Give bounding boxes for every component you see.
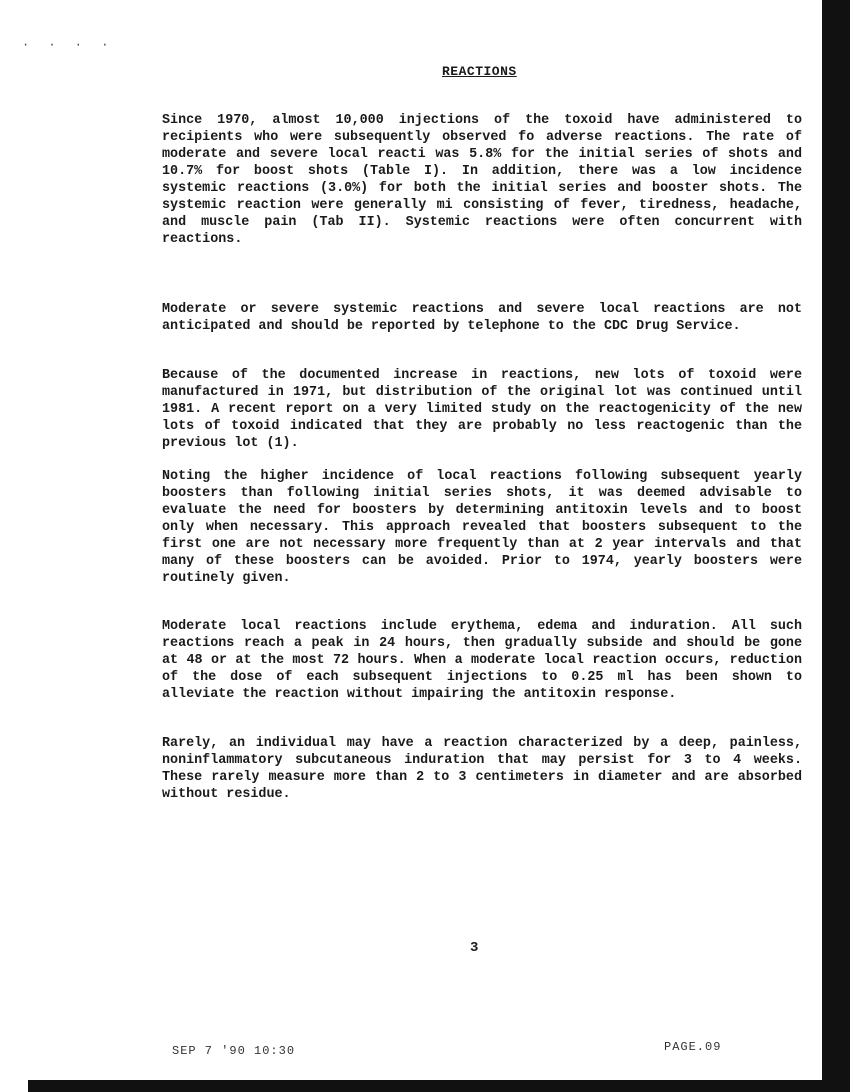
scan-edge-bottom [28, 1080, 850, 1092]
fax-timestamp: SEP 7 '90 10:30 [172, 1044, 296, 1058]
fax-page-label: PAGE.09 [664, 1040, 722, 1054]
page-number: 3 [470, 940, 479, 956]
paragraph-5: Moderate local reactions include erythema, edema and induration. All such reactions reach a peak in 24 hours, then gradually subside and should be gone at 48 or at the most 72 hours. When a moderate local reaction occurs, reduction of the dose of each subsequent injections to 0.25 ml has been shown to alleviate the reaction without impairing the antitoxin response. [162, 619, 802, 702]
scan-specks: · · · · [22, 38, 115, 52]
paragraph-3: Because of the documented increase in reactions, new lots of toxoid were manufactured in 1971, but distribution of the original lot was continued until 1981. A recent report on a very limited study on the reactogenicity of the new lots of toxoid indicated that they are probably no less reactogenic than the previous lot (1). [162, 368, 802, 451]
scan-edge-right [822, 0, 850, 1092]
section-title: REACTIONS [442, 64, 517, 79]
paragraph-1: Since 1970, almost 10,000 injections of the toxoid have administered to recipients who were subsequently observed fo adverse reactions. The rate of moderate and severe local reacti was 5.8% for the initial series of shots and 10.7% for boost shots (Table I). In addition, there was a low incidence systemic reactions (3.0%) for both the initial series and booster shots. The systemic reaction were generally mi consisting of fever, tiredness, headache, and muscle pain (Tab II). Systemic reactions were often concurrent with reactions. [162, 113, 802, 247]
paragraph-6: Rarely, an individual may have a reaction characterized by a deep, painless, noninflammatory subcutaneous induration that may persist for 3 to 4 weeks. These rarely measure more than 2 to 3 centimeters in diameter and are absorbed without residue. [162, 736, 802, 802]
paragraph-4: Noting the higher incidence of local reactions following subsequent yearly boosters than following initial series shots, it was deemed advisable to evaluate the need for boosters by determining antitoxin levels and to boost only when necessary. This approach revealed that boosters subsequent to the first one are not necessary more frequently than at 2 year intervals and that many of these boosters can be avoided. Prior to 1974, yearly boosters were routinely given. [162, 469, 802, 586]
paragraph-2: Moderate or severe systemic reactions and severe local reactions are not anticipated and should be reported by telephone to the CDC Drug Service. [162, 302, 802, 334]
